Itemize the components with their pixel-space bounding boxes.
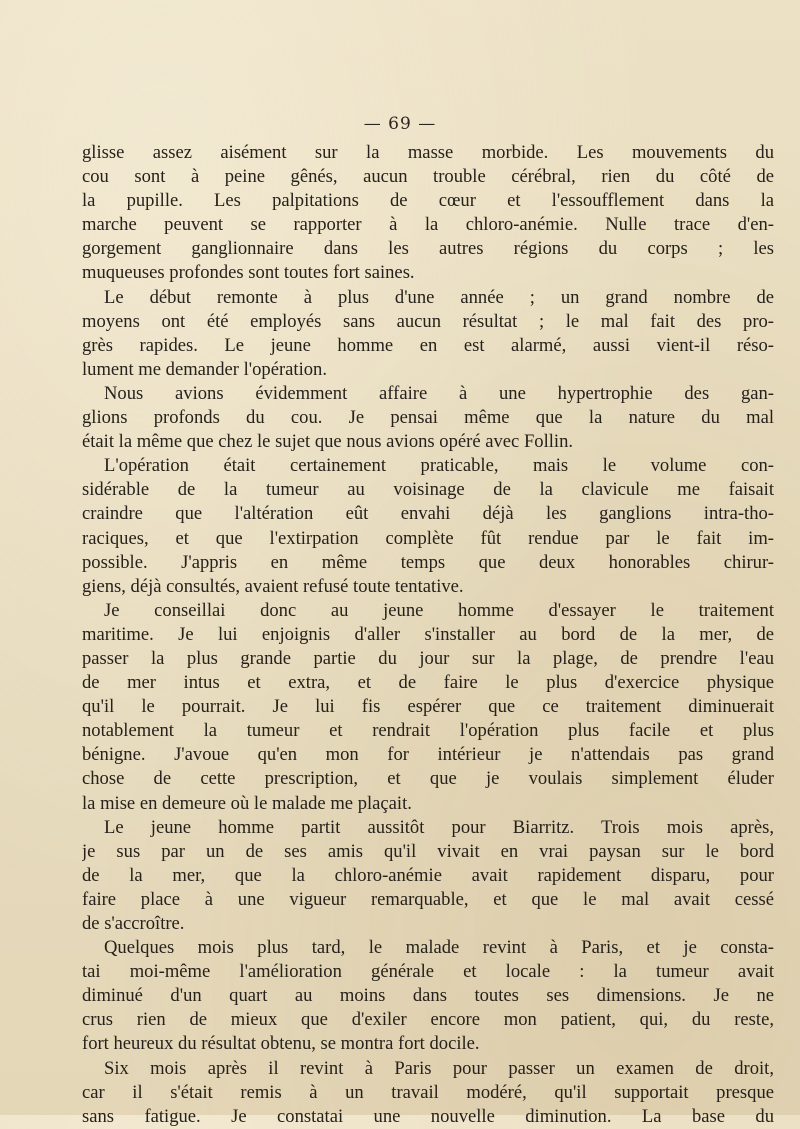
text-line: je sus par un de ses amis qu'il vivait en vrai paysan sur le bord [82,840,774,862]
text-line: notablement la tumeur et rendrait l'opération plus facile et plus [82,720,774,742]
text-line: grès rapides. Le jeune homme en est alarmé, aussi vient-il réso- [82,334,774,356]
text-line: passer la plus grande partie du jour sur la plage, de prendre l'eau [82,647,774,669]
text-line: Le jeune homme partit aussitôt pour Biarritz. Trois mois après, [104,816,774,838]
text-line: qu'il le pourrait. Je lui fis espérer que ce traitement diminuerait [82,696,774,718]
text-line: chose de cette prescription, et que je voulais simplement éluder [82,768,774,790]
text-line: tai moi-même l'amélioration générale et locale : la tumeur avait [82,961,774,983]
text-line: de s'accroître. [82,913,185,934]
text-line: raciques, et que l'extirpation complète fût rendue par le fait im- [82,527,774,549]
text-line: glions profonds du cou. Je pensai même que la nature du mal [82,407,774,429]
text-line: marche peuvent se rapporter à la chloro-anémie. Nulle trace d'en- [82,214,774,236]
page-number: — 69 — [363,114,437,134]
text-line: la pupille. Les palpitations de cœur et l'essoufflement dans la [82,190,774,212]
text-line: possible. J'appris en même temps que deux honorables chirur- [82,551,774,573]
text-line: gorgement ganglionnaire dans les autres régions du corps ; les [82,238,774,260]
text-line: faire place à une vigueur remarquable, et que le mal avait cessé [82,888,774,910]
text-line: crus rien de mieux que d'exiler encore mon patient, qui, du reste, [82,1009,774,1031]
text-line: giens, déjà consultés, avaient refusé toute tentative. [82,575,464,597]
text-line: la mise en demeure où le malade me plaçait. [82,792,412,814]
text-line: moyens ont été employés sans aucun résultat ; le mal fait des pro- [82,310,774,332]
text-line: sans fatigue. Je constatai une nouvelle diminution. La base du [82,1105,774,1127]
text-line: Six mois après il revint à Paris pour passer un examen de droit, [104,1057,774,1079]
text-line: diminué d'un quart au moins dans toutes ses dimensions. Je ne [82,985,774,1007]
text-line: était la même que chez le sujet que nous avions opéré avec Follin. [82,431,574,453]
text-line: cou sont à peine gênés, aucun trouble cérébral, rien du côté de [82,166,774,188]
text-line: Je conseillai donc au jeune homme d'essayer le traitement [104,599,774,621]
text-line: Nous avions évidemment affaire à une hypertrophie des gan- [104,382,774,404]
text-line: de la mer, que la chloro-anémie avait rapidement disparu, pour [82,864,774,886]
body-text [82,141,774,1129]
text-line: L'opération était certainement praticable, mais le volume con- [104,455,774,477]
text-line: sidérable de la tumeur au voisinage de la clavicule me faisait [82,479,774,501]
text-line: Le début remonte à plus d'une année ; un grand nombre de [104,286,774,308]
text-line: glisse assez aisément sur la masse morbide. Les mouvements du [82,142,774,163]
text-line: fort heureux du résultat obtenu, se montra fort docile. [82,1033,480,1055]
text-line: lument me demander l'opération. [82,358,327,380]
text-line: muqueuses profondes sont toutes fort saines. [82,262,415,284]
text-line: maritime. Je lui enjoignis d'aller s'installer au bord de la mer, de [82,623,774,645]
text-line: Quelques mois plus tard, le malade revint à Paris, et je consta- [104,937,774,959]
text-line: craindre que l'altération eût envahi déjà les ganglions intra-tho- [82,503,774,525]
text-line: de mer intus et extra, et de faire le plus d'exercice physique [82,672,774,694]
text-line: bénigne. J'avoue qu'en mon for intérieur je n'attendais pas grand [82,744,774,766]
text-line: car il s'était remis à un travail modéré, qu'il supportait presque [82,1081,774,1103]
